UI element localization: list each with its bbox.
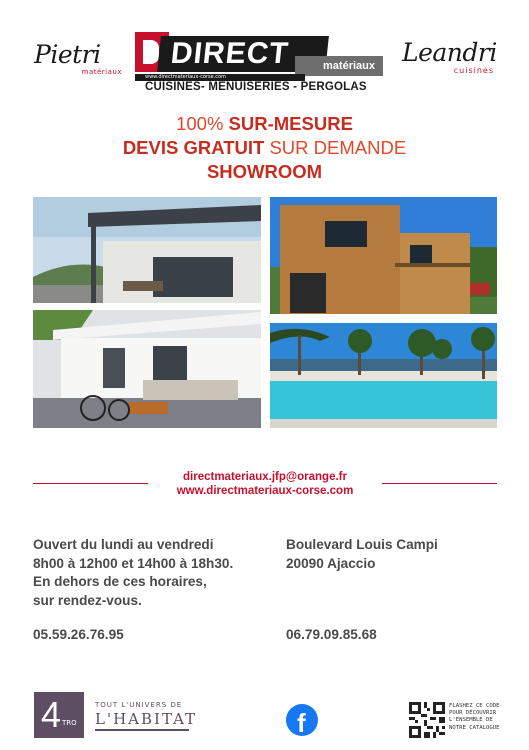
- address-line: Boulevard Louis Campi: [286, 537, 438, 552]
- pietri-logo: [34, 42, 126, 76]
- direct-logo-badge: matériaux: [295, 56, 383, 76]
- headline-line-3-bold: SHOWROOM: [206, 161, 323, 182]
- 4tro-logo-digit: 4: [41, 694, 62, 735]
- email-link[interactable]: directmateriaux.jfp@orange.fr: [183, 471, 347, 483]
- facebook-icon[interactable]: [286, 704, 318, 736]
- 4tro-logo: [34, 692, 84, 738]
- qr-caption-line: POUR DÉCOUVRIR: [449, 710, 497, 717]
- direct-materiaux-logo: [135, 32, 383, 94]
- headline-line-2-bold: DEVIS GRATUIT: [122, 137, 265, 158]
- habitat-tagline: TOUT L'UNIVERS DE: [95, 701, 183, 709]
- contact-block: [150, 470, 380, 498]
- divider-right: [382, 483, 497, 484]
- habitat-title: L'HABITAT: [95, 710, 198, 728]
- direct-logo-wordmark: DIRECT: [157, 36, 329, 72]
- headline-line-1-bold: SUR-MESURE: [228, 113, 353, 134]
- opening-hours: [33, 536, 278, 610]
- pietri-logo-name: Pietri: [34, 40, 101, 69]
- photo-pergola: [33, 197, 261, 303]
- headline-line-1: [0, 112, 529, 136]
- pietri-logo-sub: matériaux: [81, 68, 122, 76]
- leandri-logo-name: Leandri: [402, 38, 497, 67]
- headline-line-2: [0, 136, 529, 160]
- qr-caption-line: NOTRE CATALOGUE: [449, 724, 500, 731]
- headline-line-1-pre: 100%: [176, 113, 229, 134]
- divider-left: [33, 483, 148, 484]
- hours-line: En dehors de ces horaires,: [33, 574, 207, 589]
- phone-number-2[interactable]: 06.79.09.85.68: [286, 627, 377, 642]
- address: [286, 536, 506, 573]
- direct-logo-tagline: CUISINES- MENUISERIES - PERGOLAS: [145, 81, 367, 93]
- leandri-logo-sub: cuisines: [453, 66, 494, 75]
- phone-number-1[interactable]: 05.59.26.76.95: [33, 627, 124, 642]
- hours-line: Ouvert du lundi au vendredi: [33, 537, 214, 552]
- headline-line-2-post: SUR DEMANDE: [264, 137, 407, 158]
- qr-caption-line: FLASHEZ CE CODE: [449, 703, 500, 709]
- qr-code-icon[interactable]: [409, 702, 445, 738]
- leandri-logo: [402, 38, 497, 75]
- qr-caption-line: L'ENSEMBLE DE: [449, 717, 493, 724]
- qr-code-caption: [449, 703, 509, 732]
- direct-logo-url: www.directmateriaux-corse.com: [135, 74, 305, 81]
- hours-line: sur rendez-vous.: [33, 592, 142, 608]
- photo-pool: [270, 323, 497, 428]
- facebook-glyph: f: [297, 708, 306, 738]
- photo-terrace: [33, 310, 261, 428]
- website-link[interactable]: www.directmateriaux-corse.com: [176, 485, 354, 497]
- habitat-underline: [95, 729, 189, 731]
- headline-line-3: [0, 160, 529, 184]
- photo-wooden-house: [270, 197, 497, 314]
- hours-line: 8h00 à 12h00 et 14h00 à 18h30.: [33, 555, 234, 571]
- headline: [0, 112, 529, 184]
- address-line: 20090 Ajaccio: [286, 555, 376, 571]
- 4tro-logo-suffix: TRO: [62, 719, 77, 727]
